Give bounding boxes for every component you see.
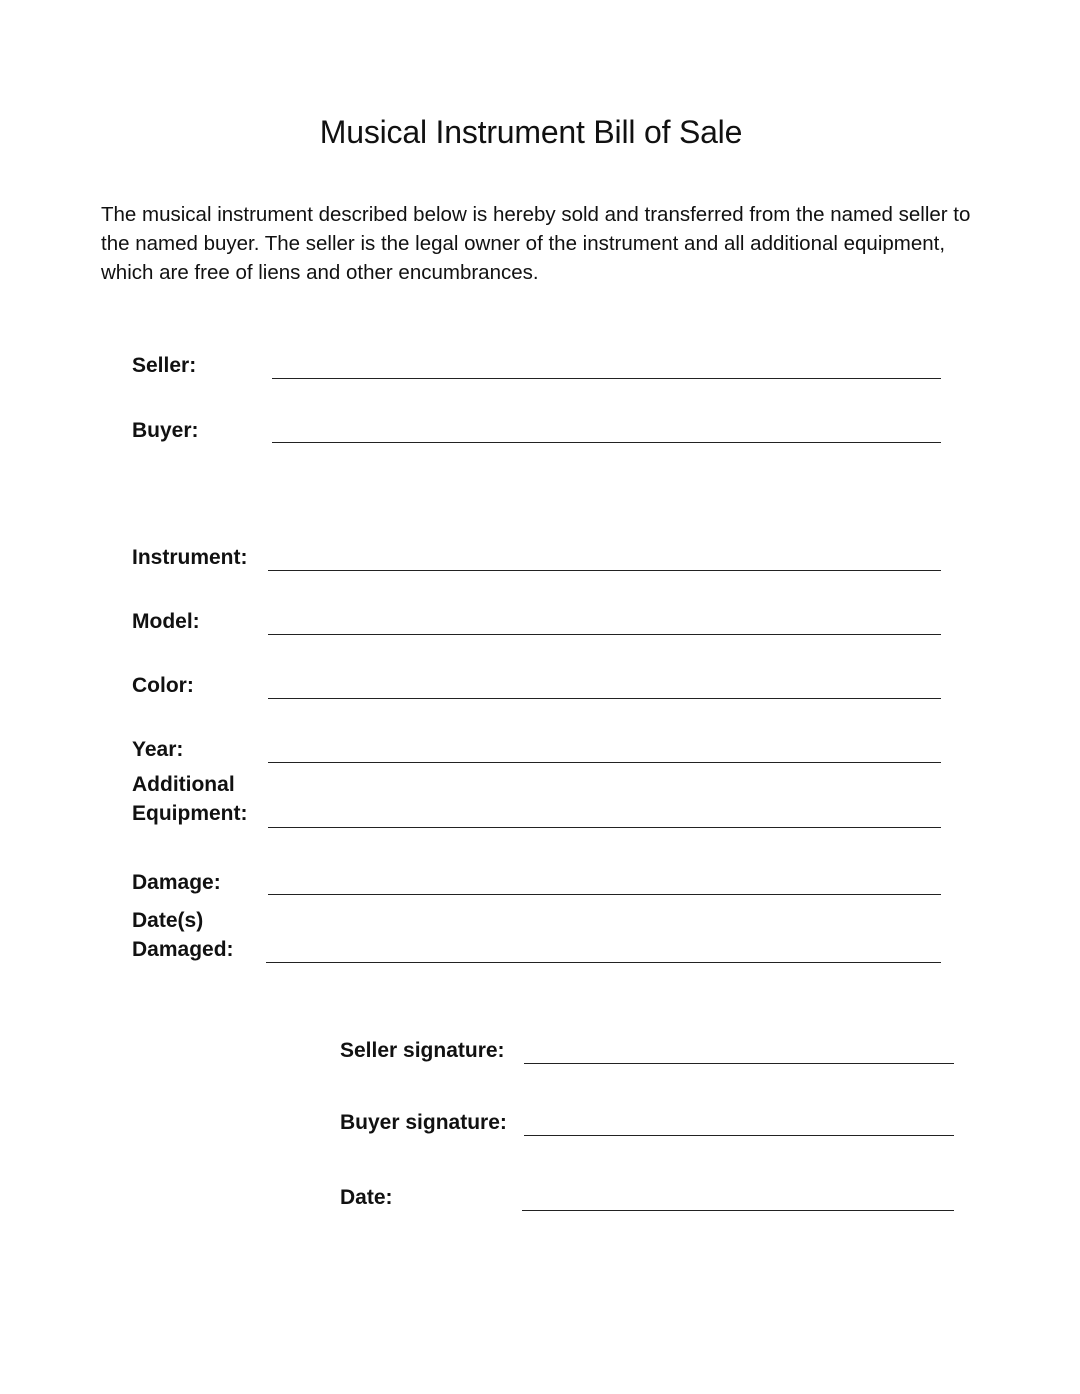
buyer-label: Buyer: xyxy=(132,419,199,442)
document-title: Musical Instrument Bill of Sale xyxy=(319,114,743,150)
model-field[interactable] xyxy=(268,634,941,635)
additional-equipment-label-line1: Additional xyxy=(132,773,235,796)
instrument-field[interactable] xyxy=(268,570,941,571)
seller-field[interactable] xyxy=(272,378,941,379)
buyer-field[interactable] xyxy=(272,442,941,443)
date-label: Date: xyxy=(340,1186,393,1209)
seller-label: Seller: xyxy=(132,354,197,377)
dates-damaged-field[interactable] xyxy=(266,962,941,963)
dates-damaged-label-line1: Date(s) xyxy=(132,909,204,932)
damage-field[interactable] xyxy=(268,894,941,895)
year-field[interactable] xyxy=(268,762,941,763)
intro-paragraph: The musical instrument described below is hereby sold and transferred from the named seller to the named buyer. The seller is the legal owner of the instrument and all additional equipment, which are free of liens and other encumbrances. xyxy=(101,203,971,284)
seller-signature-field[interactable] xyxy=(524,1063,954,1064)
additional-equipment-label-line2: Equipment: xyxy=(132,802,248,825)
date-field[interactable] xyxy=(522,1210,954,1211)
buyer-signature-field[interactable] xyxy=(524,1135,954,1136)
seller-signature-label: Seller signature: xyxy=(340,1039,505,1062)
buyer-signature-label: Buyer signature: xyxy=(340,1111,507,1134)
additional-equipment-field[interactable] xyxy=(268,827,941,828)
damage-label: Damage: xyxy=(132,871,221,894)
instrument-label: Instrument: xyxy=(132,546,248,569)
color-label: Color: xyxy=(132,674,194,697)
year-label: Year: xyxy=(132,738,184,761)
dates-damaged-label-line2: Damaged: xyxy=(132,938,234,961)
color-field[interactable] xyxy=(268,698,941,699)
model-label: Model: xyxy=(132,610,200,633)
